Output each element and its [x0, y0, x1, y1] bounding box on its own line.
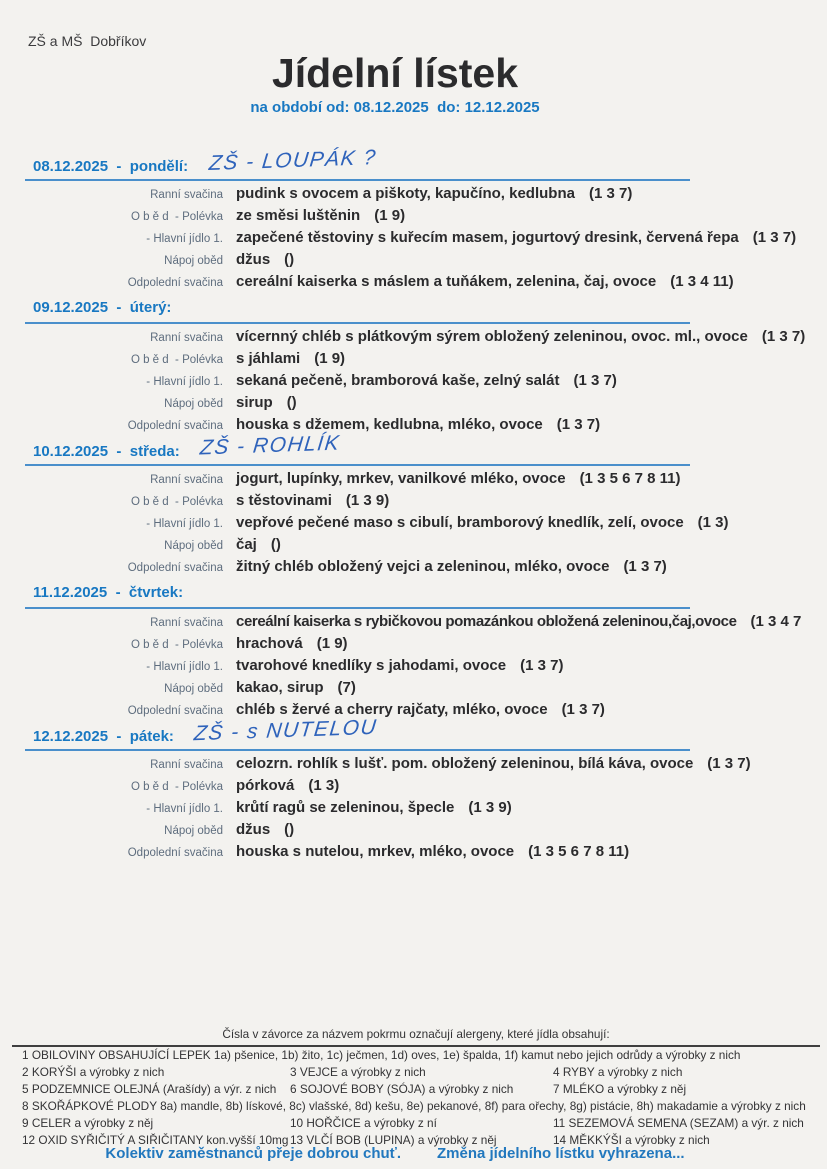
day-heading-row: [0, 583, 827, 607]
menu-row: [0, 392, 827, 414]
period-subtitle: na období od: 08.12.2025 do: 12.12.2025: [250, 99, 540, 116]
meal-label: - Hlavní jídlo 1.: [146, 376, 223, 388]
menu-row: [0, 677, 827, 699]
day-underline: [25, 749, 690, 751]
day-section-monday: [0, 146, 827, 293]
day-section-wednesday: [0, 431, 827, 578]
meal-text: jogurt, lupínky, mrkev, vanilkové mléko, ovoce: [236, 470, 566, 487]
meal-label: - Hlavní jídlo 1.: [146, 803, 223, 815]
meal-label: O b ě d - Polévka: [130, 639, 223, 651]
meal-text: sirup: [236, 394, 273, 411]
menu-row: [0, 249, 827, 271]
meal-label: Ranní svačina: [150, 474, 223, 486]
day-heading-row: [0, 146, 827, 179]
meal-text: cereální kaiserka s rybičkovou pomazánkou obložená zeleninou,čaj,ovoce: [236, 613, 737, 630]
meal-text: pórková: [236, 777, 295, 794]
meal-text: krůtí ragů se zeleninou, špecle: [236, 799, 455, 816]
meal-label: O b ě d - Polévka: [130, 781, 223, 793]
meal-label: - Hlavní jídlo 1.: [146, 518, 223, 530]
meal-allergens: (1 3 5 6 7 8 11): [579, 470, 681, 487]
meal-label: - Hlavní jídlo 1.: [146, 661, 223, 673]
day-heading: 08.12.2025 - pondělí:: [33, 158, 189, 175]
footer-wish: Kolektiv zaměstnanců přeje dobrou chuť.: [105, 1145, 401, 1162]
meal-allergens: (1 3 7): [752, 229, 797, 246]
meal-label: Ranní svačina: [150, 189, 223, 201]
day-section-thursday: [0, 583, 827, 721]
menu-row: [0, 556, 827, 578]
meal-text: džus: [236, 821, 271, 838]
meal-label: Odpolední svačina: [127, 562, 223, 574]
allergen-item: 13 VLČÍ BOB (LUPINA) a výrobky z něj: [290, 1133, 497, 1147]
day-heading: 10.12.2025 - středa:: [33, 443, 180, 460]
day-rows: [0, 326, 827, 436]
meal-allergens: (): [270, 536, 281, 553]
meal-allergens: (1 3 9): [468, 799, 512, 816]
day-rows: [0, 183, 827, 293]
meal-label: Odpolední svačina: [127, 847, 223, 859]
meal-text: vícernný chléb s plátkovým sýrem obložený zeleninou, ovoc. ml., ovoce: [236, 328, 748, 345]
day-rows: [0, 468, 827, 578]
meal-allergens: (1 3 4 11): [670, 273, 734, 290]
allergen-legend: [12, 1026, 820, 1149]
allergen-item: 5 PODZEMNICE OLEJNÁ (Arašídy) a výr. z nich: [22, 1082, 277, 1096]
menu-row: [0, 841, 827, 863]
meal-text: čaj: [236, 536, 257, 553]
meal-label: Odpolední svačina: [127, 705, 223, 717]
meal-label: O b ě d - Polévka: [130, 211, 223, 223]
allergen-item: 14 MĚKKÝŠI a výrobky z nich: [553, 1133, 710, 1147]
meal-allergens: (1 9): [314, 350, 346, 367]
meal-text: s jáhlami: [236, 350, 301, 367]
meal-allergens: (1 3 7): [707, 755, 751, 772]
menu-row: [0, 819, 827, 841]
allergen-item: 9 CELER a výrobky z něj: [22, 1116, 154, 1130]
allergen-legend-heading: Čísla v závorce za názvem pokrmu označují alergeny, které jídla obsahují:: [12, 1026, 820, 1047]
menu-row: [0, 775, 827, 797]
meal-allergens: (1 3 7): [520, 657, 564, 674]
meal-label: Ranní svačina: [150, 332, 223, 344]
meal-label: Odpolední svačina: [127, 420, 223, 432]
allergen-item: 12 OXID SYŘIČITÝ A SIŘIČITANY kon.vyšší 10mg: [22, 1133, 289, 1147]
meal-allergens: (1 3 7): [588, 185, 633, 202]
day-underline: [25, 322, 690, 324]
menu-row: [0, 512, 827, 534]
meal-text: houska s nutelou, mrkev, mléko, ovoce: [236, 843, 515, 860]
meal-text: chléb s žervé a cherry rajčaty, mléko, ovoce: [236, 701, 548, 718]
menu-row: [0, 699, 827, 721]
menu-row: [0, 797, 827, 819]
meal-text: zapečené těstoviny s kuřecím masem, jogurtový dresink, červená řepa: [236, 229, 739, 246]
allergen-item: 3 VEJCE a výrobky z nich: [290, 1065, 426, 1079]
handwritten-note: ZŠ - s NUTELOU: [193, 715, 379, 746]
menu-row: [0, 205, 827, 227]
day-heading: 12.12.2025 - pátek:: [33, 728, 174, 745]
allergen-item: 2 KORÝŠI a výrobky z nich: [22, 1065, 165, 1079]
footer: [0, 1145, 790, 1162]
handwritten-note: ZŠ - ROHLÍK: [199, 431, 342, 460]
day-rows: [0, 611, 827, 721]
meal-text: ze směsi luštěnin: [236, 207, 361, 224]
allergen-legend-row: [12, 1081, 820, 1098]
day-underline: [25, 179, 690, 181]
meal-text: žitný chléb obložený vejci a zeleninou, mléko, ovoce: [236, 558, 610, 575]
meal-text: celozrn. rohlík s lušť. pom. obložený zeleninou, bílá káva, ovoce: [236, 755, 694, 772]
meal-allergens: (1 3 5 6 7 8 11): [528, 843, 630, 860]
allergen-legend-row: [12, 1064, 820, 1081]
meal-allergens: (): [284, 251, 295, 268]
meal-label: Nápoj oběd: [164, 540, 223, 552]
allergen-legend-row: [12, 1115, 820, 1132]
meal-label: Nápoj oběd: [164, 398, 223, 410]
meal-label: Nápoj oběd: [164, 683, 223, 695]
meal-text: hrachová: [236, 635, 303, 652]
meal-text: vepřové pečené maso s cibulí, bramborový knedlík, zelí, ovoce: [236, 514, 684, 531]
meal-text: džus: [236, 251, 271, 268]
meal-label: O b ě d - Polévka: [130, 496, 223, 508]
allergen-item-gluten: 1 OBILOVINY OBSAHUJÍCÍ LEPEK 1a) pšenice, 1b) žito, 1c) ječmen, 1d) oves, 1e) špalda, 1f) kamut nebo jejich odrůdy a výrobky z nich: [22, 1048, 741, 1062]
allergen-item: 10 HOŘČICE a výrobky z ní: [290, 1116, 437, 1130]
meal-text: tvarohové knedlíky s jahodami, ovoce: [236, 657, 507, 674]
meal-allergens: (7): [337, 679, 356, 696]
meal-allergens: (1 3): [308, 777, 340, 794]
menu-row: [0, 370, 827, 392]
day-heading-row: [0, 715, 827, 749]
meal-text: kakao, sirup: [236, 679, 324, 696]
meal-text: houska s džemem, kedlubna, mléko, ovoce: [236, 416, 543, 433]
meal-allergens: (1 3 7): [623, 558, 667, 575]
meal-allergens: (): [284, 821, 295, 838]
menu-row: [0, 468, 827, 490]
menu-row: [0, 183, 827, 205]
allergen-item: 11 SEZEMOVÁ SEMENA (SEZAM) a výr. z nich: [553, 1116, 804, 1130]
meal-label: - Hlavní jídlo 1.: [146, 233, 223, 245]
menu-row: [0, 326, 827, 348]
menu-row: [0, 227, 827, 249]
day-section-friday: [0, 715, 827, 863]
meal-text: cereální kaiserka s máslem a tuňákem, zelenina, čaj, ovoce: [236, 273, 657, 290]
allergen-item: 4 RYBY a výrobky z nich: [553, 1065, 683, 1079]
menu-row: [0, 348, 827, 370]
allergen-item: 6 SOJOVÉ BOBY (SÓJA) a výrobky z nich: [290, 1082, 514, 1096]
menu-row: [0, 534, 827, 556]
meal-label: Nápoj oběd: [164, 255, 223, 267]
day-heading: 11.12.2025 - čtvrtek:: [33, 584, 184, 601]
meal-allergens: (1 3 9): [345, 492, 390, 509]
meal-label: Nápoj oběd: [164, 825, 223, 837]
meal-allergens: (1 9): [316, 635, 348, 652]
meal-label: Ranní svačina: [150, 759, 223, 771]
menu-row: [0, 490, 827, 512]
meal-allergens: (1 9): [374, 207, 406, 224]
day-section-tuesday: [0, 298, 827, 436]
menu-row: [0, 271, 827, 293]
footer-notice: Změna jídelního lístku vyhrazena...: [437, 1145, 685, 1162]
meal-allergens: (1 3 4 7: [750, 613, 802, 630]
meal-allergens: (1 3 7): [761, 328, 806, 345]
meal-label: Ranní svačina: [150, 617, 223, 629]
day-rows: [0, 753, 827, 863]
meal-allergens: (1 3 7): [561, 701, 605, 718]
day-heading-row: [0, 431, 827, 464]
menu-row: [0, 414, 827, 436]
meal-label: Odpolední svačina: [127, 277, 223, 289]
handwritten-note: ZŠ - LOUPÁK ?: [207, 146, 378, 175]
meal-allergens: (1 3 7): [573, 372, 617, 389]
meal-allergens: (): [286, 394, 297, 411]
day-underline: [25, 464, 690, 466]
menu-row: [0, 611, 827, 633]
allergen-item: 7 MLÉKO a výrobky z něj: [553, 1082, 687, 1096]
day-heading-row: [0, 298, 827, 322]
meal-text: s těstovinami: [236, 492, 332, 509]
menu-row: [0, 655, 827, 677]
meal-label: O b ě d - Polévka: [130, 354, 223, 366]
day-heading: 09.12.2025 - úterý:: [33, 299, 172, 316]
page-title: Jídelní lístek: [271, 50, 519, 96]
day-underline: [25, 607, 690, 609]
meal-allergens: (1 3): [697, 514, 729, 531]
menu-row: [0, 633, 827, 655]
meal-allergens: (1 3 7): [556, 416, 601, 433]
menu-row: [0, 753, 827, 775]
allergen-item-nuts: 8 SKOŘÁPKOVÉ PLODY 8a) mandle, 8b) lískové, 8c) vlašské, 8d) kešu, 8e) pekanové, 8f) para ořechy, 8g) pistácie, 8h) makadamie a výrobky z nich: [22, 1099, 806, 1113]
school-name: ZŠ a MŠ Dobříkov: [28, 33, 147, 49]
meal-text: sekaná pečeně, bramborová kaše, zelný salát: [236, 372, 560, 389]
meal-text: pudink s ovocem a piškoty, kapučíno, kedlubna: [236, 185, 575, 202]
